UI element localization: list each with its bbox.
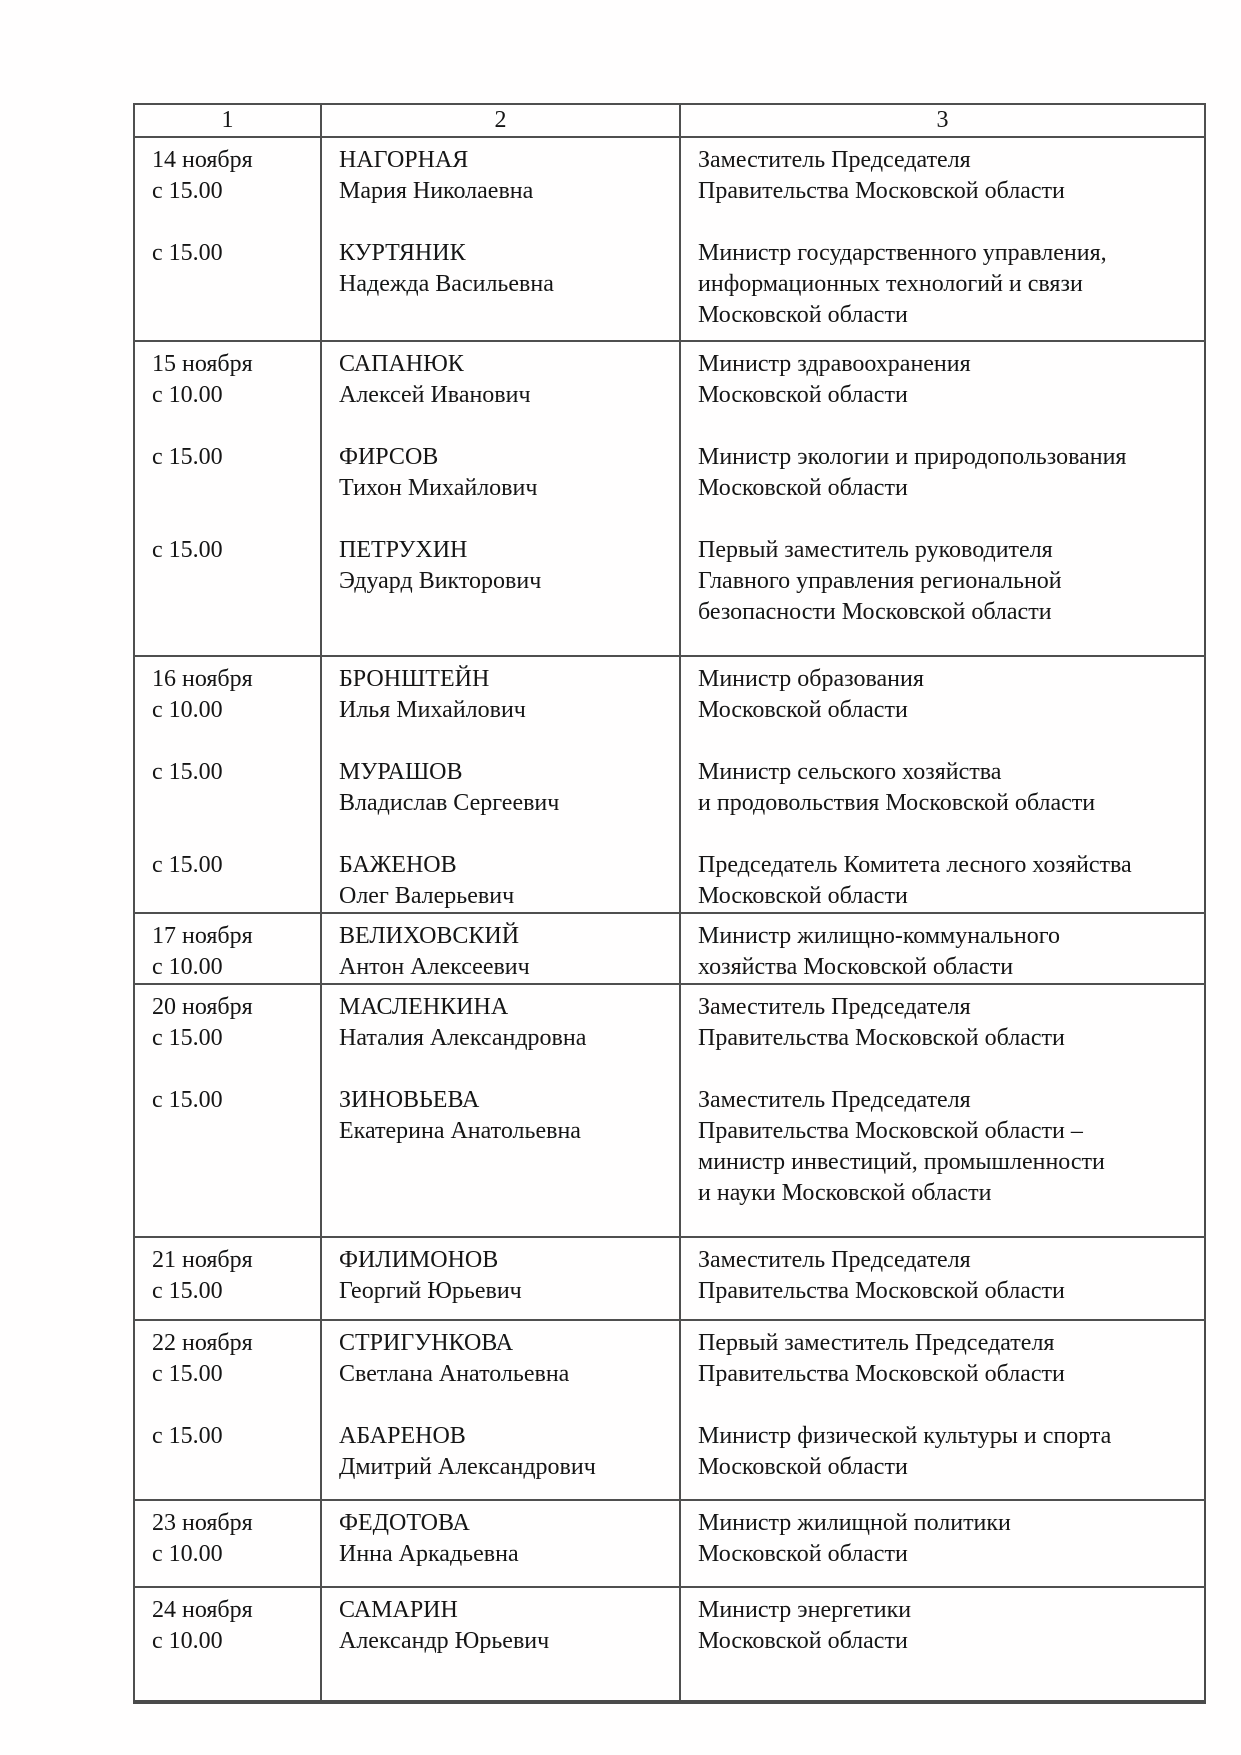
gap-cell <box>321 411 680 442</box>
time-label: с 10.00 <box>152 1541 223 1567</box>
name-cell <box>321 1421 680 1500</box>
date-time-cell <box>134 1421 321 1500</box>
name-cell <box>321 137 680 207</box>
time-label: с 15.00 <box>152 178 223 204</box>
position-line: Правительства Московской области – <box>698 1118 1083 1144</box>
surname-line: ВЕЛИХОВСКИЙ <box>339 923 520 949</box>
date-time-cell <box>134 1320 321 1390</box>
date-block <box>134 984 1205 1237</box>
surname-line: САПАНЮК <box>339 351 464 377</box>
position-cell <box>680 442 1205 504</box>
gap-cell <box>321 819 680 850</box>
header-row <box>134 104 1205 137</box>
surname-line: КУРТЯНИК <box>339 240 466 266</box>
gap-cell <box>321 1054 680 1085</box>
entry-row <box>134 850 1205 913</box>
position-line: и продовольствия Московской области <box>698 790 1096 816</box>
surname-line: МУРАШОВ <box>339 759 463 785</box>
date-time-cell <box>134 984 321 1054</box>
position-line: Министр сельского хозяйства <box>698 759 1002 785</box>
gap-row <box>134 207 1205 238</box>
time-label: с 15.00 <box>152 1278 223 1304</box>
position-line: Первый заместитель руководителя <box>698 537 1053 563</box>
position-cell <box>680 1587 1205 1702</box>
date-time-cell <box>134 535 321 656</box>
date-time-cell <box>134 137 321 207</box>
gap-cell <box>680 819 1205 850</box>
name-line: Владислав Сергеевич <box>339 790 560 816</box>
position-cell <box>680 984 1205 1054</box>
position-line: безопасности Московской области <box>698 599 1052 625</box>
entry-row <box>134 1085 1205 1237</box>
gap-cell <box>321 207 680 238</box>
gap-cell <box>134 504 321 535</box>
name-line: Олег Валерьевич <box>339 883 515 909</box>
position-cell <box>680 757 1205 819</box>
position-cell <box>680 535 1205 656</box>
date-label: 24 ноября <box>152 1597 253 1623</box>
name-line: Дмитрий Александрович <box>339 1454 596 1480</box>
gap-row <box>134 411 1205 442</box>
date-time-cell <box>134 913 321 984</box>
entry-row <box>134 341 1205 411</box>
position-line: Заместитель Председателя <box>698 1087 971 1113</box>
surname-line: МАСЛЕНКИНА <box>339 994 509 1020</box>
entry-row <box>134 984 1205 1054</box>
position-line: Министр жилищной политики <box>698 1510 1011 1536</box>
date-time-cell <box>134 1587 321 1702</box>
name-cell <box>321 1320 680 1390</box>
name-line: Александр Юрьевич <box>339 1628 550 1654</box>
name-line: Екатерина Анатольевна <box>339 1118 581 1144</box>
date-label: 20 ноября <box>152 994 253 1020</box>
name-cell <box>321 1587 680 1702</box>
date-time-cell <box>134 656 321 726</box>
name-cell <box>321 1085 680 1237</box>
time-label: с 15.00 <box>152 759 223 785</box>
surname-line: ПЕТРУХИН <box>339 537 468 563</box>
name-cell <box>321 1500 680 1587</box>
position-line: Московской области <box>698 1454 908 1480</box>
position-line: Главного управления региональной <box>698 568 1062 594</box>
name-cell <box>321 442 680 504</box>
name-line: Георгий Юрьевич <box>339 1278 522 1304</box>
date-block <box>134 137 1205 341</box>
entry-row <box>134 238 1205 341</box>
time-label: с 10.00 <box>152 1628 223 1654</box>
date-time-cell <box>134 1085 321 1237</box>
gap-row <box>134 1390 1205 1421</box>
entry-row <box>134 656 1205 726</box>
position-line: Министр государственного управления, <box>698 240 1107 266</box>
gap-cell <box>134 1054 321 1085</box>
position-line: Министр жилищно-коммунального <box>698 923 1060 949</box>
position-line: Заместитель Председателя <box>698 994 971 1020</box>
date-time-cell <box>134 850 321 913</box>
header-col-1: 1 <box>134 104 321 137</box>
gap-cell <box>134 726 321 757</box>
name-cell <box>321 984 680 1054</box>
date-block <box>134 1320 1205 1500</box>
gap-row <box>134 819 1205 850</box>
position-line: Правительства Московской области <box>698 1361 1065 1387</box>
position-line: Правительства Московской области <box>698 178 1065 204</box>
position-line: Московской области <box>698 302 908 328</box>
date-label: 15 ноября <box>152 351 253 377</box>
gap-cell <box>680 411 1205 442</box>
date-time-cell <box>134 1237 321 1320</box>
time-label: с 15.00 <box>152 1025 223 1051</box>
position-line: Правительства Московской области <box>698 1025 1065 1051</box>
date-label: 17 ноября <box>152 923 253 949</box>
name-line: Надежда Васильевна <box>339 271 554 297</box>
position-line: Московской области <box>698 1541 908 1567</box>
name-cell <box>321 535 680 656</box>
position-line: Московской области <box>698 475 908 501</box>
position-line: Первый заместитель Председателя <box>698 1330 1055 1356</box>
entry-row <box>134 1421 1205 1500</box>
surname-line: ЗИНОВЬЕВА <box>339 1087 480 1113</box>
name-cell <box>321 341 680 411</box>
position-line: Министр экологии и природопользования <box>698 444 1127 470</box>
header-col-2: 2 <box>321 104 680 137</box>
date-time-cell <box>134 1500 321 1587</box>
entry-row <box>134 757 1205 819</box>
position-cell <box>680 1085 1205 1237</box>
name-line: Светлана Анатольевна <box>339 1361 570 1387</box>
entry-row <box>134 137 1205 207</box>
name-line: Алексей Иванович <box>339 382 531 408</box>
date-block <box>134 1237 1205 1320</box>
gap-cell <box>134 411 321 442</box>
position-cell <box>680 238 1205 341</box>
date-block <box>134 656 1205 913</box>
name-cell <box>321 850 680 913</box>
gap-cell <box>680 1054 1205 1085</box>
gap-cell <box>680 726 1205 757</box>
gap-cell <box>680 207 1205 238</box>
entry-row <box>134 1320 1205 1390</box>
gap-cell <box>321 726 680 757</box>
surname-line: ФИЛИМОНОВ <box>339 1247 499 1273</box>
date-time-cell <box>134 757 321 819</box>
position-line: хозяйства Московской области <box>698 954 1014 980</box>
time-label: с 15.00 <box>152 1087 223 1113</box>
entry-row <box>134 1500 1205 1587</box>
name-line: Наталия Александровна <box>339 1025 587 1051</box>
gap-cell <box>321 1390 680 1421</box>
name-line: Эдуард Викторович <box>339 568 542 594</box>
time-label: с 10.00 <box>152 697 223 723</box>
position-line: Министр образования <box>698 666 924 692</box>
time-label: с 15.00 <box>152 1361 223 1387</box>
date-label: 21 ноября <box>152 1247 253 1273</box>
surname-line: ФИРСОВ <box>339 444 439 470</box>
gap-cell <box>134 207 321 238</box>
position-line: Московской области <box>698 382 908 408</box>
gap-row <box>134 726 1205 757</box>
gap-row <box>134 1054 1205 1085</box>
name-line: Мария Николаевна <box>339 178 534 204</box>
name-cell <box>321 913 680 984</box>
gap-cell <box>680 1390 1205 1421</box>
entry-row <box>134 1237 1205 1320</box>
date-time-cell <box>134 238 321 341</box>
date-block <box>134 913 1205 984</box>
date-block <box>134 1500 1205 1587</box>
surname-line: БАЖЕНОВ <box>339 852 457 878</box>
gap-row <box>134 504 1205 535</box>
date-label: 23 ноября <box>152 1510 253 1536</box>
entry-row <box>134 442 1205 504</box>
time-label: с 15.00 <box>152 240 223 266</box>
header-col-3: 3 <box>680 104 1205 137</box>
time-label: с 10.00 <box>152 954 223 980</box>
date-block <box>134 1587 1205 1702</box>
date-time-cell <box>134 341 321 411</box>
entry-row <box>134 535 1205 656</box>
position-line: Заместитель Председателя <box>698 1247 971 1273</box>
name-cell <box>321 1237 680 1320</box>
date-block <box>134 341 1205 656</box>
gap-cell <box>680 504 1205 535</box>
position-line: Правительства Московской области <box>698 1278 1065 1304</box>
name-line: Тихон Михайлович <box>339 475 538 501</box>
name-cell <box>321 757 680 819</box>
time-label: с 15.00 <box>152 537 223 563</box>
position-line: Министр здравоохранения <box>698 351 971 377</box>
time-label: с 10.00 <box>152 382 223 408</box>
surname-line: СТРИГУНКОВА <box>339 1330 514 1356</box>
position-cell <box>680 656 1205 726</box>
gap-cell <box>321 504 680 535</box>
position-line: и науки Московской области <box>698 1180 992 1206</box>
surname-line: НАГОРНАЯ <box>339 147 469 173</box>
position-cell <box>680 913 1205 984</box>
position-line: Московской области <box>698 1628 908 1654</box>
position-line: информационных технологий и связи <box>698 271 1083 297</box>
time-label: с 15.00 <box>152 1423 223 1449</box>
surname-line: ФЕДОТОВА <box>339 1510 470 1536</box>
position-cell <box>680 1421 1205 1500</box>
date-label: 14 ноября <box>152 147 253 173</box>
name-line: Антон Алексеевич <box>339 954 530 980</box>
position-cell <box>680 1500 1205 1587</box>
surname-line: БРОНШТЕЙН <box>339 666 490 692</box>
position-line: Московской области <box>698 883 908 909</box>
date-label: 16 ноября <box>152 666 253 692</box>
position-cell <box>680 137 1205 207</box>
position-line: Министр энергетики <box>698 1597 912 1623</box>
surname-line: АБАРЕНОВ <box>339 1423 466 1449</box>
position-line: министр инвестиций, промышленности <box>698 1149 1105 1175</box>
gap-cell <box>134 1390 321 1421</box>
date-time-cell <box>134 442 321 504</box>
name-line: Илья Михайлович <box>339 697 526 723</box>
name-cell <box>321 656 680 726</box>
name-cell <box>321 238 680 341</box>
position-cell <box>680 1320 1205 1390</box>
gap-cell <box>134 819 321 850</box>
surname-line: САМАРИН <box>339 1597 458 1623</box>
entry-row <box>134 913 1205 984</box>
entry-row <box>134 1587 1205 1702</box>
position-line: Министр физической культуры и спорта <box>698 1423 1112 1449</box>
position-cell <box>680 850 1205 913</box>
position-cell <box>680 341 1205 411</box>
schedule-table <box>133 103 1206 1704</box>
position-line: Председатель Комитета лесного хозяйства <box>698 852 1132 878</box>
time-label: с 15.00 <box>152 444 223 470</box>
name-line: Инна Аркадьевна <box>339 1541 519 1567</box>
position-cell <box>680 1237 1205 1320</box>
position-line: Заместитель Председателя <box>698 147 971 173</box>
time-label: с 15.00 <box>152 852 223 878</box>
position-line: Московской области <box>698 697 908 723</box>
date-label: 22 ноября <box>152 1330 253 1356</box>
